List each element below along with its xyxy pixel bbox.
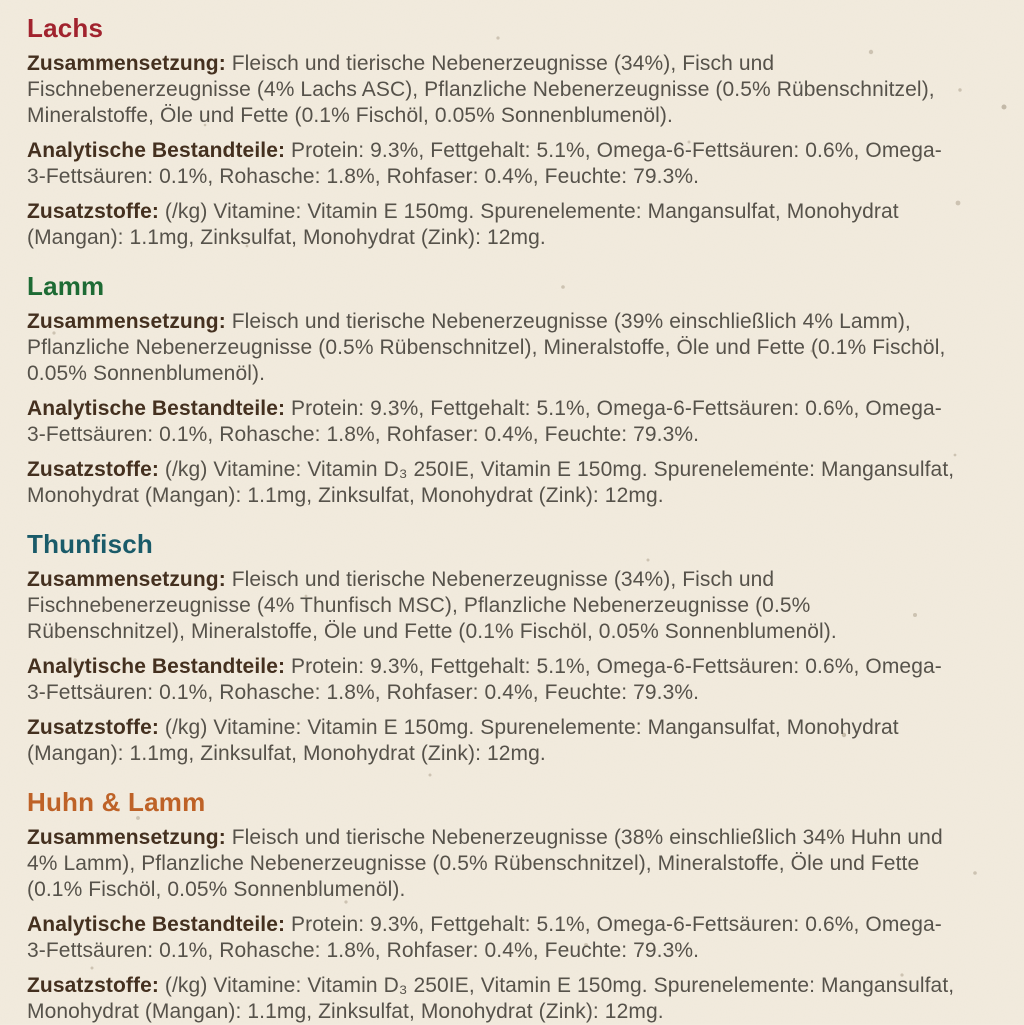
additives-text: (/kg) Vitamine: Vitamin D₃ 250IE, Vitamin E 150mg. Spurenelemente: Mangansulfat, Monohydrat (Mangan): 1.1mg, Zinksulfat, Monohydrat (Zink): 12mg. (27, 973, 955, 1023)
analytical-text: Protein: 9.3%, Fettgehalt: 5.1%, Omega-6-Fettsäuren: 0.6%, Omega-3-Fettsäuren: 0.1%, Rohasche: 1.8%, Rohfaser: 0.4%, Feuchte: 79.3%. (27, 912, 942, 962)
composition-label: Zusammensetzung: (27, 567, 226, 591)
additives-label: Zusatzstoffe: (27, 457, 159, 481)
product-section-lamm (27, 272, 957, 509)
composition-text: Fleisch und tierische Nebenerzeugnisse (38% einschließlich 34% Huhn und 4% Lamm), Pflanzliche Nebenerzeugnisse (0.5% Rübenschnitzel), Mineralstoffe, Öle und Fette (0.1% Fischöl, 0.05% Sonnenblumenöl). (27, 825, 943, 901)
composition-paragraph (27, 825, 957, 903)
analytical-paragraph (27, 912, 957, 964)
analytical-text: Protein: 9.3%, Fettgehalt: 5.1%, Omega-6-Fettsäuren: 0.6%, Omega-3-Fettsäuren: 0.1%, Rohasche: 1.8%, Rohfaser: 0.4%, Feuchte: 79.3%. (27, 654, 942, 704)
composition-label: Zusammensetzung: (27, 309, 226, 333)
composition-label: Zusammensetzung: (27, 51, 226, 75)
product-section-thunfisch (27, 530, 957, 767)
additives-label: Zusatzstoffe: (27, 199, 159, 223)
additives-text: (/kg) Vitamine: Vitamin E 150mg. Spurenelemente: Mangansulfat, Monohydrat (Mangan): 1.1mg, Zinksulfat, Monohydrat (Zink): 12mg. (27, 199, 899, 249)
additives-text: (/kg) Vitamine: Vitamin D₃ 250IE, Vitamin E 150mg. Spurenelemente: Mangansulfat, Monohydrat (Mangan): 1.1mg, Zinksulfat, Monohydrat (Zink): 12mg. (27, 457, 955, 507)
analytical-label: Analytische Bestandteile: (27, 912, 286, 936)
section-title-lamm: Lamm (27, 270, 105, 301)
product-section-huhn-lamm (27, 788, 957, 1025)
composition-text: Fleisch und tierische Nebenerzeugnisse (39% einschließlich 4% Lamm), Pflanzliche Nebenerzeugnisse (0.5% Rübenschnitzel), Mineralstoffe, Öle und Fette (0.1% Fischöl, 0.05% Sonnenblumenöl). (27, 309, 946, 385)
additives-paragraph (27, 973, 957, 1025)
composition-text: Fleisch und tierische Nebenerzeugnisse (34%), Fisch und Fischnebenerzeugnisse (4% Thunfisch MSC), Pflanzliche Nebenerzeugnisse (0.5% Rübenschnitzel), Mineralstoffe, Öle und Fette (0.1% Fischöl, 0.05% Sonnenblumenöl). (27, 567, 837, 643)
composition-label: Zusammensetzung: (27, 825, 226, 849)
analytical-paragraph (27, 396, 957, 448)
analytical-text: Protein: 9.3%, Fettgehalt: 5.1%, Omega-6-Fettsäuren: 0.6%, Omega-3-Fettsäuren: 0.1%, Rohasche: 1.8%, Rohfaser: 0.4%, Feuchte: 79.3%. (27, 396, 942, 446)
analytical-text: Protein: 9.3%, Fettgehalt: 5.1%, Omega-6-Fettsäuren: 0.6%, Omega-3-Fettsäuren: 0.1%, Rohasche: 1.8%, Rohfaser: 0.4%, Feuchte: 79.3%. (27, 138, 942, 188)
additives-paragraph (27, 457, 957, 509)
analytical-label: Analytische Bestandteile: (27, 654, 286, 678)
section-title-lachs: Lachs (27, 13, 104, 43)
additives-label: Zusatzstoffe: (27, 715, 159, 739)
product-section-lachs (27, 14, 957, 251)
composition-paragraph (27, 309, 957, 387)
additives-paragraph (27, 199, 957, 251)
analytical-label: Analytische Bestandteile: (27, 396, 286, 420)
additives-paragraph (27, 715, 957, 767)
additives-text: (/kg) Vitamine: Vitamin E 150mg. Spurenelemente: Mangansulfat, Monohydrat (Mangan): 1.1mg, Zinksulfat, Monohydrat (Zink): 12mg. (27, 715, 899, 765)
composition-paragraph (27, 567, 957, 645)
additives-label: Zusatzstoffe: (27, 973, 159, 997)
composition-paragraph (27, 51, 957, 129)
analytical-paragraph (27, 654, 957, 706)
section-title-thunfisch: Thunfisch (27, 528, 154, 559)
section-title-huhn-lamm: Huhn & Lamm (27, 786, 206, 817)
analytical-paragraph (27, 138, 957, 190)
composition-text: Fleisch und tierische Nebenerzeugnisse (34%), Fisch und Fischnebenerzeugnisse (4% Lachs ASC), Pflanzliche Nebenerzeugnisse (0.5% Rübenschnitzel), Mineralstoffe, Öle und Fette (0.1% Fischöl, 0.05% Sonnenblumenöl). (27, 51, 935, 127)
analytical-label: Analytische Bestandteile: (27, 138, 286, 162)
